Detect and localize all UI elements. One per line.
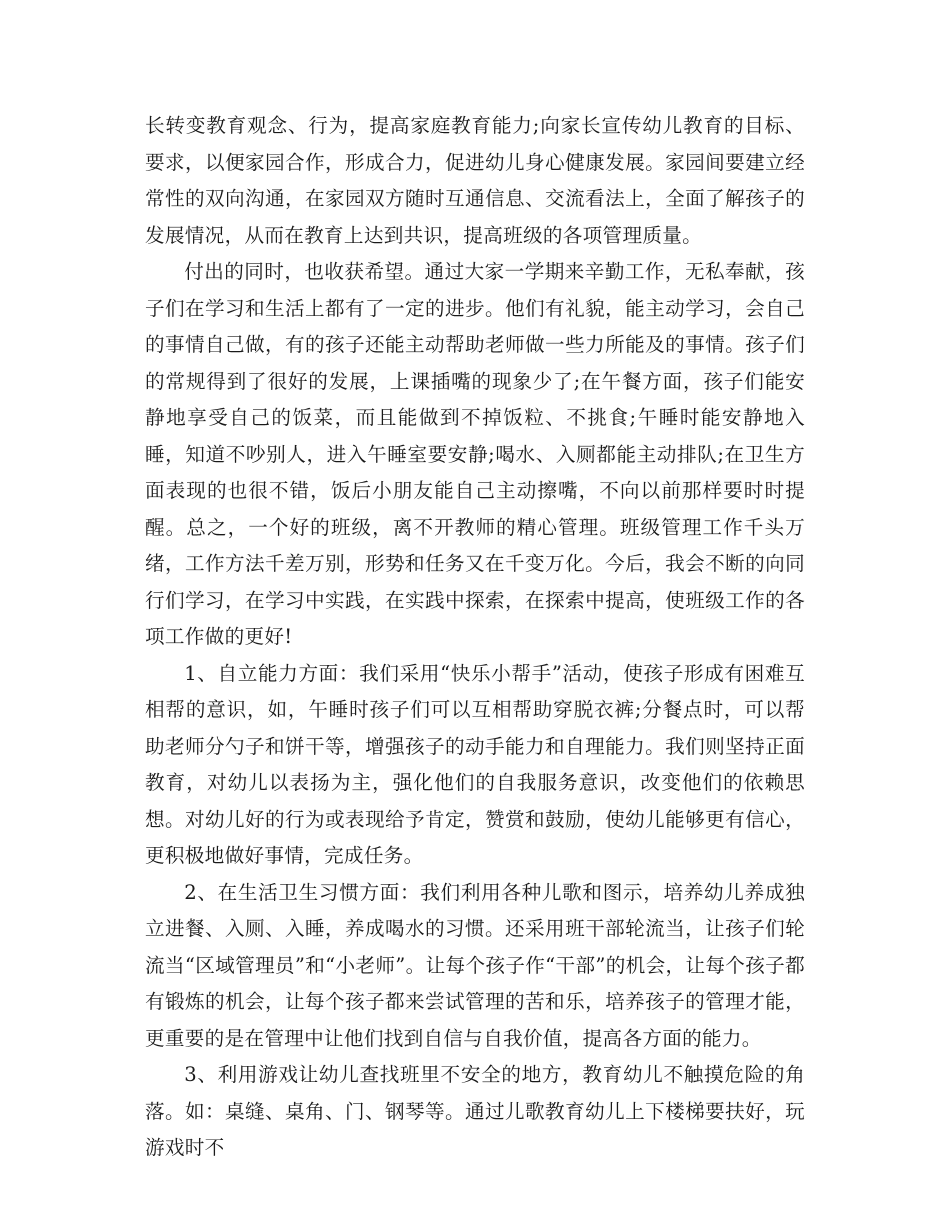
paragraph-safety-games: 3、利用游戏让幼儿查找班里不安全的地方，教育幼儿不触摸危险的角落。如：桌缝、桌角、门、钢琴等。通过儿歌教育幼儿上下楼梯要扶好，玩游戏时不 [145, 1063, 805, 1159]
document-body [145, 108, 805, 1167]
paragraph-semester-results: 付出的同时，也收获希望。通过大家一学期来辛勤工作，无私奉献，孩子们在学习和生活上都有了一定的进步。他们有礼貌，能主动学习，会自己的事情自己做，有的孩子还能主动帮助老师做一些力所能及的事情。孩子们的常规得到了很好的发展，上课插嘴的现象少了;在午餐方面，孩子们能安静地享受自己的饭菜，而且能做到不掉饭粒、不挑食;午睡时能安静地入睡，知道不吵别人，进入午睡室要安静;喝水、入厕都能主动排队;在卫生方面表现的也很不错，饭后小朋友能自己主动擦嘴，不向以前那样要时时提醒。总之，一个好的班级，离不开教师的精心管理。班级管理工作千头万绪，工作方法千差万别，形势和任务又在千变万化。今后，我会不断的向同行们学习，在学习中实践，在实践中探索，在探索中提高，使班级工作的各项工作做的更好! [145, 260, 805, 648]
paragraph-self-reliance: 1、自立能力方面：我们采用“快乐小帮手”活动，使孩子形成有困难互相帮的意识，如，午睡时孩子们可以互相帮助穿脱衣裤;分餐点时，可以帮助老师分勺子和饼干等，增强孩子的动手能力和自理能力。我们则坚持正面教育，对幼儿以表扬为主，强化他们的自我服务意识，改变他们的依赖思想。对幼儿好的行为或表现给予肯定，赞赏和鼓励，使幼儿能够更有信心，更积极地做好事情，完成任务。 [145, 661, 805, 867]
paragraph-home-school-cooperation: 长转变教育观念、行为，提高家庭教育能力;向家长宣传幼儿教育的目标、要求，以便家园合作，形成合力，促进幼儿身心健康发展。家园间要建立经常性的双向沟通，在家园双方随时互通信息、交流看法上，全面了解孩子的发展情况，从而在教育上达到共识，提高班级的各项管理质量。 [145, 114, 805, 247]
paragraph-hygiene-habits: 2、在生活卫生习惯方面：我们利用各种儿歌和图示，培养幼儿养成独立进餐、入厕、入睡，养成喝水的习惯。还采用班干部轮流当，让孩子们轮流当“区域管理员”和“小老师”。让每个孩子作“干部”的机会，让每个孩子都有锻炼的机会，让每个孩子都来尝试管理的苦和乐，培养孩子的管理才能，更重要的是在管理中让他们找到自信与自我价值，提高各方面的能力。 [145, 880, 805, 1050]
